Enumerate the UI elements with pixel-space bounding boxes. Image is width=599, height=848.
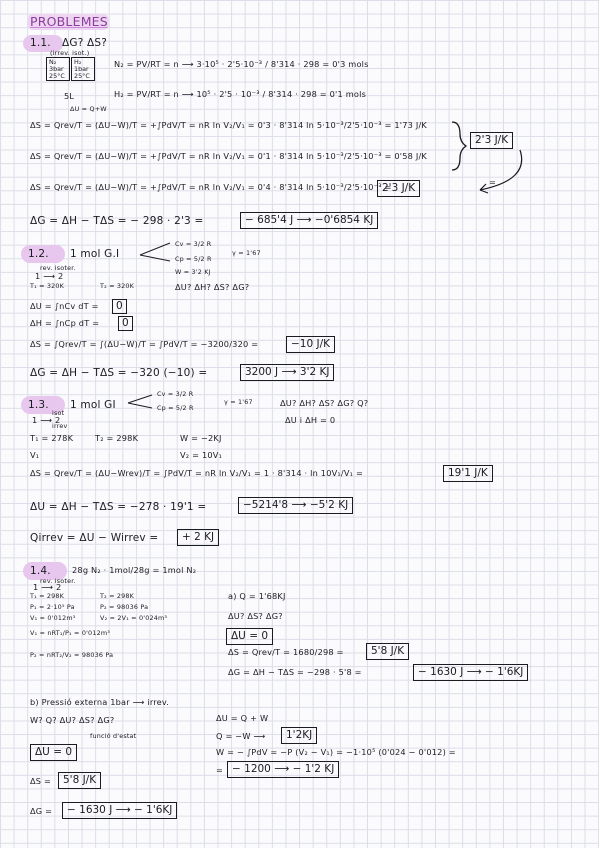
p3-process-bottom: irrev	[52, 422, 68, 430]
curved-arrow-icon	[480, 150, 522, 190]
p4-b-note: funció d'estat	[90, 732, 137, 740]
p4-a-gibbs: ΔG = ΔH − TΔS = −298 · 5'8 =	[228, 667, 362, 677]
p2-work: W = 3'2 KJ	[175, 268, 211, 276]
p4-b-work: W = − ∫PdV = −P (V₂ − V₁) = −1·10⁵ (0'024 − 0'012) =	[216, 747, 456, 757]
p1-h2-moles: H₂ = PV/RT = n ⟶ 10⁵ · 2'5 · 10⁻³ / 8'314 · 298 = 0'1 mols	[114, 89, 367, 99]
p2-branch-lines	[140, 243, 170, 261]
p4-t1: T₁ = 298K	[30, 592, 65, 600]
p1-h2-box-t: 25°C	[74, 72, 90, 80]
p1-h2-volume: 5L	[64, 91, 75, 101]
p2-entropy: ΔS = ∫Qrev/T = ∫(ΔU−W)/T = ∫PdV/T = −3200/320 =	[30, 339, 259, 349]
p4-b-heat: Q = −W ⟶	[216, 731, 266, 741]
p1-question: ΔG? ΔS?	[62, 37, 108, 49]
p3-internal-energy: ΔU = ΔH − TΔS = −278 · 19'1 =	[30, 501, 207, 513]
p3-t1: T₁ = 278K	[30, 433, 74, 443]
p4-v2: V₂ = 2V₁ = 0'024m³	[100, 614, 168, 622]
p1-n2-box-t: 25°C	[49, 72, 65, 80]
p3-gamma: γ = 1'67	[224, 398, 253, 406]
p4-b-work-result-prefix: =	[216, 765, 224, 775]
p1-n2-box-gas: N₂	[49, 58, 57, 66]
p4-t2: T₂ = 298K	[100, 592, 135, 600]
p1-entropy-sum-box: 2'3 J/K	[470, 132, 513, 149]
p1-first-law: ΔU = Q+W	[70, 105, 107, 113]
p3-v1: V₁	[30, 450, 40, 460]
p2-header: 1 mol G.I	[70, 248, 120, 260]
p2-enthalpy-box: 0	[118, 316, 133, 331]
p1-equal-sign: =	[489, 177, 497, 187]
p1-gibbs: ΔG = ΔH − TΔS = − 298 · 2'3 =	[30, 215, 204, 227]
p3-heat-box: + 2 KJ	[177, 529, 219, 546]
p4-b-work-result-box: − 1200 ⟶ − 1'2 KJ	[227, 761, 339, 778]
page-title: PROBLEMES	[30, 14, 108, 29]
p4-b-header: b) Pressió externa 1bar ⟶ irrev.	[30, 697, 170, 707]
p4-a-heat: a) Q = 1'68KJ	[228, 591, 286, 601]
p4-b-first-law: ΔU = Q + W	[216, 713, 269, 723]
p2-internal-energy: ΔU = ∫nCv dT =	[30, 301, 99, 311]
p3-heat: Qirrev = ΔU − Wirrev =	[30, 532, 159, 544]
p1-entropy-total: ΔS = Qrev/T = (ΔU−W)/T = +∫PdV/T = nR ln V₂/V₁ = 0'4 · 8'314 ln 5·10⁻³/2'5·10⁻³ =	[30, 182, 392, 192]
p3-entropy: ΔS = Qrev/T = (ΔU−Wrev)/T = ∫PdV/T = nR ln V₂/V₁ = 1 · 8'314 · ln 10V₁/V₁ =	[30, 468, 364, 478]
p3-work: W = −2KJ	[180, 433, 222, 443]
p3-question: ΔU? ΔH? ΔS? ΔG? Q?	[280, 398, 369, 408]
p1-entropy-total-box: 2'3 J/K	[377, 180, 420, 197]
p3-v2: V₂ = 10V₁	[180, 450, 223, 460]
p1-entropy-n2: ΔS = Qrev/T = (ΔU−W)/T = +∫PdV/T = nR ln V₂/V₁ = 0'3 · 8'314 ln 5·10⁻³/2'5·10⁻³ = 1'73 J/K	[30, 120, 427, 130]
p1-number: 1.1.	[30, 37, 51, 49]
p2-t1: T₁ = 320K	[30, 282, 65, 290]
p4-a-entropy-box: 5'8 J/K	[366, 643, 409, 660]
p2-enthalpy: ΔH = ∫nCp dT =	[30, 318, 100, 328]
p4-b-entropy: ΔS =	[30, 776, 52, 786]
p3-number: 1.3.	[28, 399, 49, 411]
p1-process: (irrev. isot.)	[50, 49, 90, 57]
p2-gibbs: ΔG = ΔH − TΔS = −320 (−10) =	[30, 367, 208, 379]
p2-entropy-box: −10 J/K	[286, 336, 335, 353]
p4-p2-calc: P₂ = nRT₂/V₂ = 98036 Pa	[30, 651, 114, 659]
p4-v1: V₁ = 0'012m³	[30, 614, 76, 622]
p3-cp: Cp = 5/2 R	[157, 404, 194, 412]
p4-p2: P₂ = 98036 Pa	[100, 603, 149, 611]
p2-number: 1.2.	[28, 248, 49, 260]
p4-process: 1 ⟶ 2	[33, 582, 62, 592]
p4-a-question: ΔU? ΔS? ΔG?	[228, 611, 283, 621]
p3-note: ΔU i ΔH = 0	[285, 415, 336, 425]
p3-process: 1 ⟶ 2	[32, 415, 61, 425]
p2-process: 1 ⟶ 2	[35, 271, 64, 281]
p4-v1-calc: V₁ = nRT₁/P₁ = 0'012m³	[30, 629, 111, 637]
p1-h2-box-p: 1bar	[74, 65, 89, 73]
p1-h2-box-gas: H₂	[74, 58, 82, 66]
p4-b-gibbs-box: − 1630 J ⟶ − 1'6KJ	[62, 802, 177, 819]
p4-a-entropy: ΔS = Qrev/T = 1680/298 =	[228, 647, 344, 657]
p4-b-question: W? Q? ΔU? ΔS? ΔG?	[30, 715, 115, 725]
p3-header: 1 mol GI	[70, 399, 116, 411]
p4-p1: P₁ = 2·10⁵ Pa	[30, 603, 75, 611]
p3-cv: Cv = 3/2 R	[157, 390, 194, 398]
p2-process-label: rev. isoter.	[40, 264, 76, 272]
p3-branch-lines	[128, 395, 152, 408]
p1-n2-box-p: 3bar	[49, 65, 64, 73]
p2-cv: Cv = 3/2 R	[175, 240, 212, 248]
p2-gamma: γ = 1'67	[232, 249, 261, 257]
p2-question: ΔU? ΔH? ΔS? ΔG?	[175, 282, 250, 292]
p2-cp: Cp = 5/2 R	[175, 255, 212, 263]
p4-b-gibbs: ΔG =	[30, 806, 53, 816]
p3-entropy-box: 19'1 J/K	[443, 465, 493, 482]
p2-t2: T₂ = 320K	[100, 282, 135, 290]
p4-number: 1.4.	[30, 565, 51, 577]
p4-b-internal-energy-box: ΔU = 0	[30, 744, 77, 761]
p2-internal-energy-box: 0	[112, 299, 127, 314]
p3-t2: T₂ = 298K	[95, 433, 139, 443]
p2-gibbs-box: 3200 J ⟶ 3'2 KJ	[240, 364, 334, 381]
p1-n2-moles: N₂ = PV/RT = n ⟶ 3·10⁵ · 2'5·10⁻³ / 8'314 · 298 = 0'3 mols	[114, 59, 369, 69]
p4-process-label: rev. isoter.	[40, 577, 76, 585]
p4-header: 28g N₂ · 1mol/28g = 1mol N₂	[72, 565, 197, 575]
p1-gibbs-box: − 685'4 J ⟶ −0'6854 KJ	[240, 212, 378, 229]
p4-a-gibbs-box: − 1630 J ⟶ − 1'6KJ	[413, 664, 528, 681]
p3-process-top: isot	[52, 409, 65, 417]
p4-b-heat-box: 1'2KJ	[281, 727, 317, 744]
p3-internal-energy-box: −5214'8 ⟶ −5'2 KJ	[238, 497, 353, 514]
p4-a-internal-energy-box: ΔU = 0	[226, 628, 273, 645]
p4-b-entropy-box: 5'8 J/K	[58, 772, 101, 789]
p1-entropy-h2: ΔS = Qrev/T = (ΔU−W)/T = +∫PdV/T = nR ln V₂/V₁ = 0'1 · 8'314 ln 5·10⁻³/2'5·10⁻³ = 0'58 J/K	[30, 151, 427, 161]
brace-symbol	[452, 122, 466, 170]
